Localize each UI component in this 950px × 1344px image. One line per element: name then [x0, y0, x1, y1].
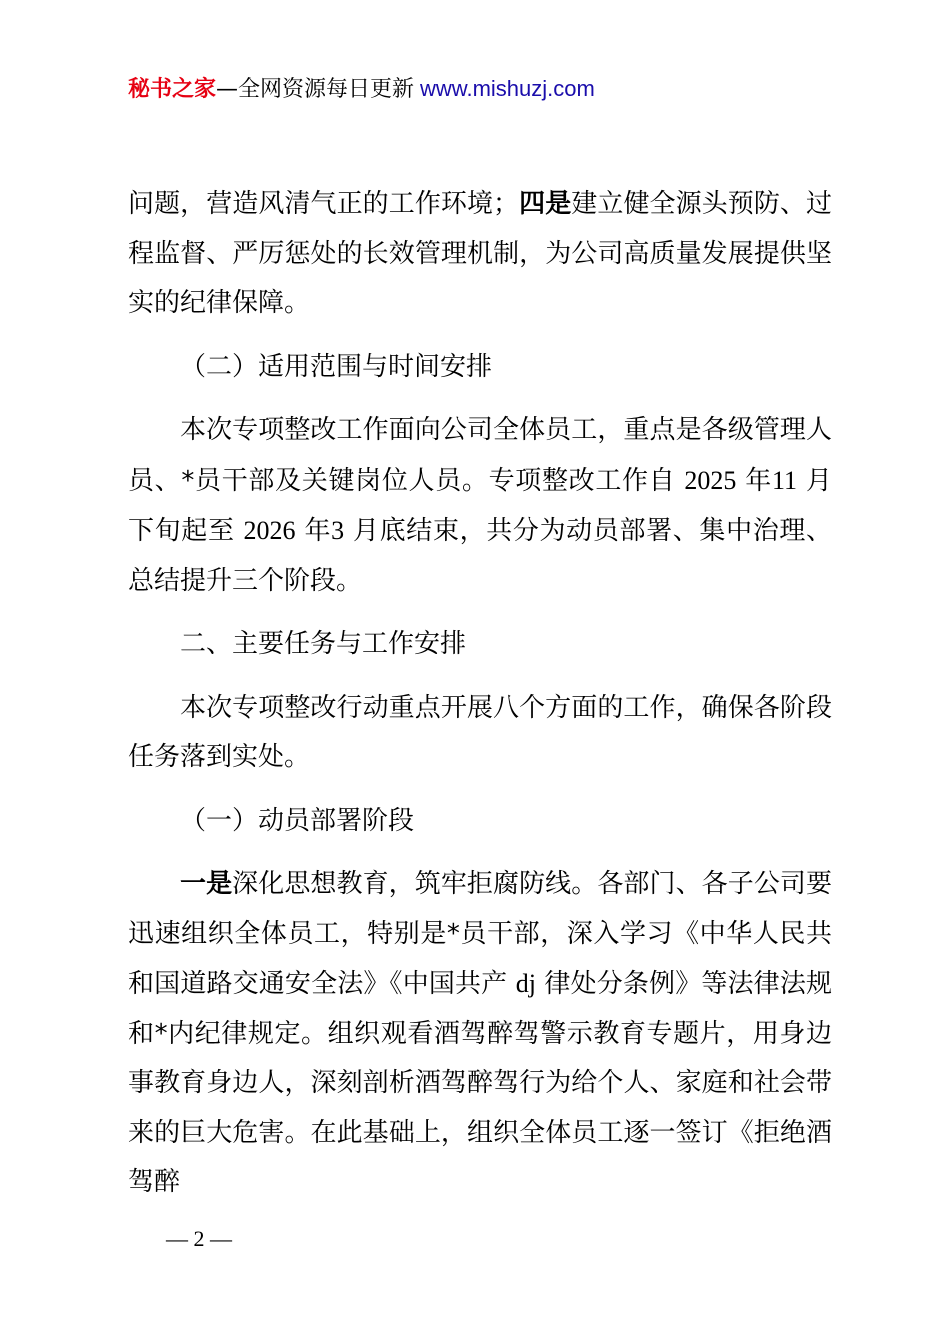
paragraph-text: 建立健全源头预防、过程监督、严厉惩处的长效管理机制，为公司高质量发展提供坚实的纪律保障。 [128, 189, 832, 318]
paragraph-text: 年 [304, 516, 332, 546]
paragraph-text: 深化思想教育，筑牢拒腐防线。各部门、各子公司要迅速组织全体员工，特别是*员干部，深入学习《中华人民共和国道路交通安全法》《中国共产 [128, 869, 832, 999]
header-tagline: —全网资源每日更新 [216, 77, 415, 102]
paragraph-text: 律处分条例》等法律法规和*内纪律规定。组织观看酒驾醉驾警示教育专题片，用身边事教育身边人，深刻剖析酒驾醉驾行为给个人、家庭和社会带来的巨大危害。在此基础上，组织全体员工逐一签订《拒绝酒驾醉 [128, 969, 832, 1197]
paragraph-text: 年 [745, 465, 772, 496]
year-value: 2025 [684, 465, 737, 495]
paragraph-text: 月下旬起至 [128, 465, 832, 546]
brand-name: 秘书之家 [128, 77, 217, 102]
paragraph-tasks-intro: 本次专项整改行动重点开展八个方面的工作，确保各阶段任务落到实处。 [128, 692, 832, 772]
heading-mobilization-stage: （一）动员部署阶段 [180, 805, 415, 836]
paragraph-text: 月底结束，共分为动员部署、集中治理、总结提升三个阶段。 [128, 516, 833, 596]
document-body [128, 180, 832, 1208]
month-value: 3 [331, 516, 345, 545]
heading-main-tasks: 二、主要任务与工作安排 [180, 629, 467, 659]
page-header [128, 72, 595, 107]
month-value: 11 [771, 465, 798, 495]
year-value: 2026 [243, 516, 296, 545]
paragraph-lead: 一是 [180, 869, 233, 899]
page-number: — 2 — [166, 1226, 232, 1251]
heading-scope-schedule: （二）适用范围与时间安排 [180, 351, 493, 382]
abbreviation: dj [515, 969, 536, 998]
paragraph-education [128, 860, 832, 1208]
paragraph-lead: 四是 [519, 189, 572, 219]
site-url-link[interactable]: www.mishuzj.com [420, 76, 595, 101]
paragraph-text: 问题，营造风清气正的工作环境； [128, 189, 520, 219]
paragraph-scope [128, 406, 832, 606]
paragraph-goals-continued [128, 180, 832, 329]
paragraph-text: 本次专项整改工作面向公司全体员工，重点是各级管理人员、*员干部及关键岗位人员。专项整改工作自 [128, 415, 832, 496]
